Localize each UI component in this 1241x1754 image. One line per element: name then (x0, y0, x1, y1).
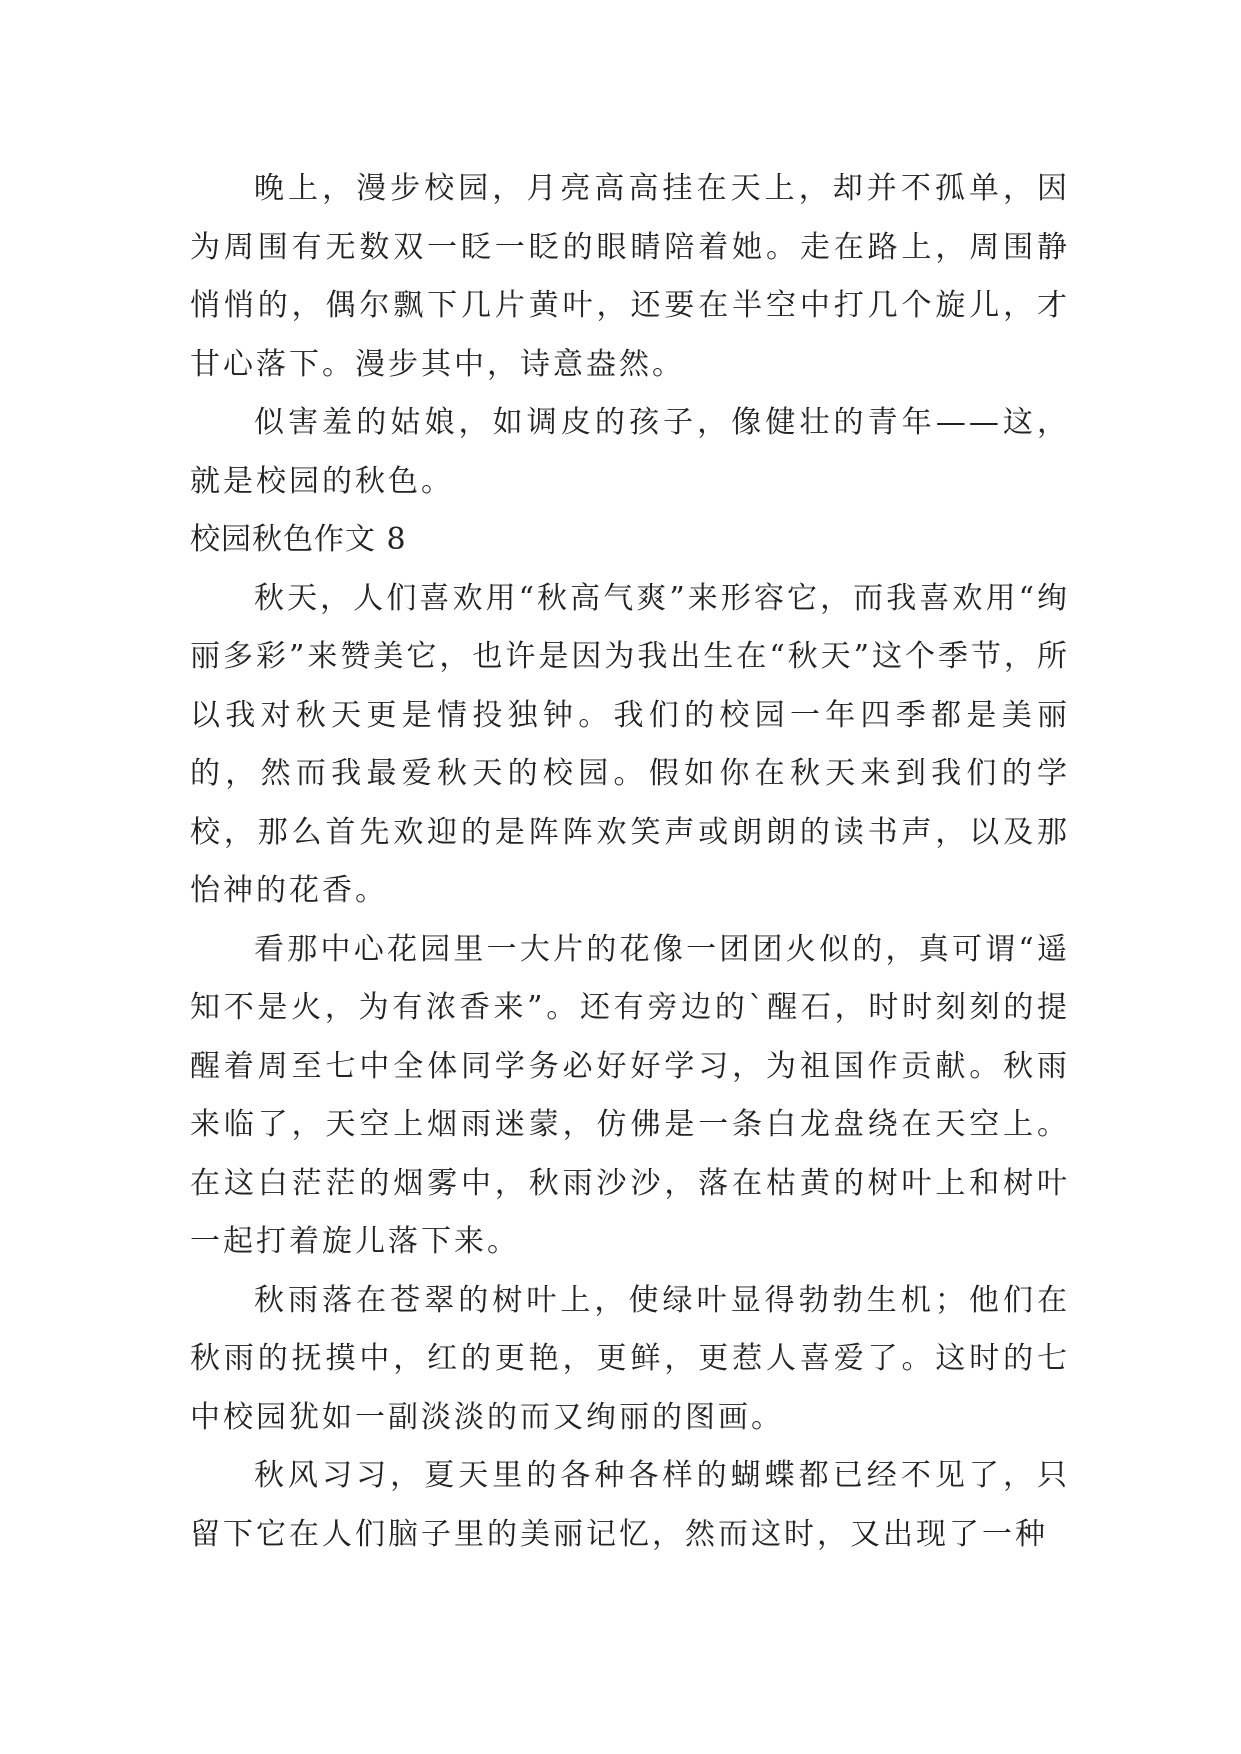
document-page (190, 160, 1070, 1564)
paragraph-garden-rain: 看那中心花园里一大片的花像一团团火似的，真可谓“遥知不是火，为有浓香来”。还有旁边的`醒石，时时刻刻的提醒着周至七中全体同学务必好好学习，为祖国作贡献。秋雨来临了，天空上烟雨迷蒙，仿佛是一条白龙盘绕在天空上。在这白茫茫的烟雾中，秋雨沙沙，落在枯黄的树叶上和树叶一起打着旋儿落下来。 (190, 931, 1070, 1259)
paragraph-autumn-intro: 秋天，人们喜欢用“秋高气爽”来形容它，而我喜欢用“绚丽多彩”来赞美它，也许是因为我出生在“秋天”这个季节，所以我对秋天更是情投独钟。我们的校园一年四季都是美丽的，然而我最爱秋天的校园。假如你在秋天来到我们的学校，那么首先欢迎的是阵阵欢笑声或朗朗的读书声，以及那怡神的花香。 (190, 580, 1071, 908)
paragraph-rain-leaves: 秋雨落在苍翠的树叶上，使绿叶显得勃勃生机；他们在秋雨的抚摸中，红的更艳，更鲜，更惹人喜爱了。这时的七中校园犹如一副淡淡的而又绚丽的图画。 (190, 1282, 1070, 1435)
section-title: 校园秋色作文 8 (190, 522, 407, 557)
paragraph-night-walk: 晚上，漫步校园，月亮高高挂在天上，却并不孤单，因为周围有无数双一眨一眨的眼睛陪着她。走在路上，周围静悄悄的，偶尔飘下几片黄叶，还要在半空中打几个旋儿，才甘心落下。漫步其中，诗意盎然。 (190, 171, 1070, 382)
paragraph-autumn-wind: 秋风习习，夏天里的各种各样的蝴蝶都已经不见了，只留下它在人们脑子里的美丽记忆，然而这时，又出现了一种 (190, 1458, 1070, 1552)
paragraph-autumn-summary: 似害羞的姑娘，如调皮的孩子，像健壮的青年——这，就是校园的秋色。 (190, 405, 1070, 499)
